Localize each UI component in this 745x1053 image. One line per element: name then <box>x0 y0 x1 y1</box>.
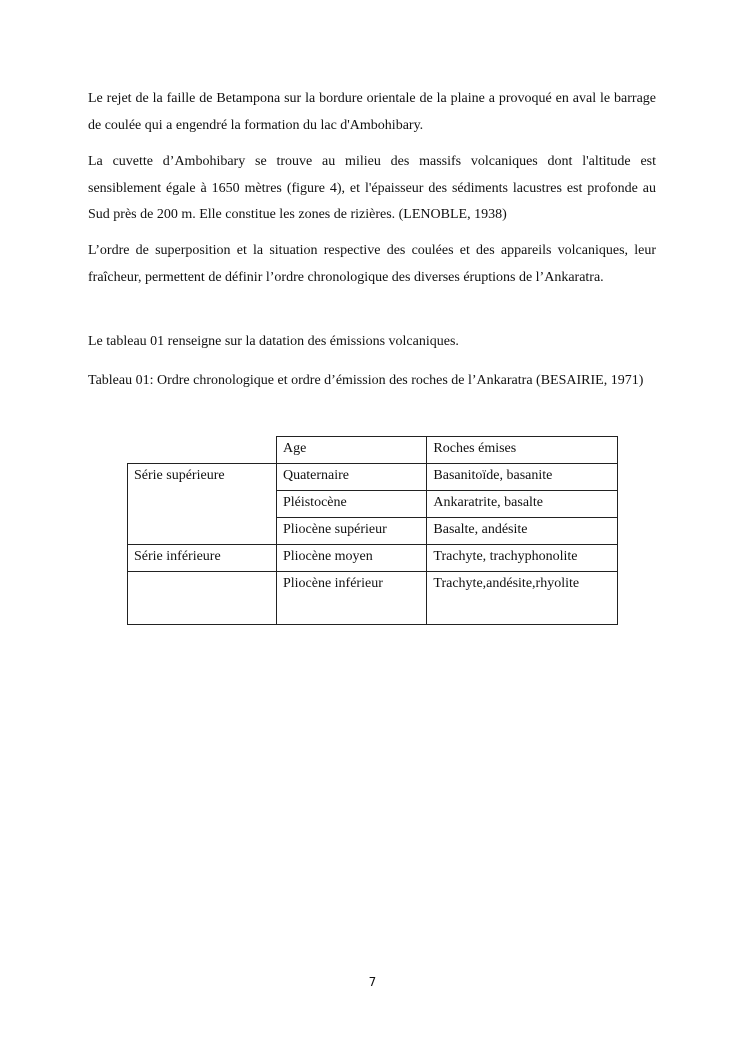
table-cell-roches: Trachyte, trachyphonolite <box>427 545 618 572</box>
table-header-cell: Roches émises <box>427 437 618 464</box>
paragraph-cuvette-ambohibary: La cuvette d’Ambohibary se trouve au milieu des massifs volcaniques dont l'altitude est sensiblement égale à 1650 mètres (figure 4), et l'épaisseur des sédiments lacustres est profonde au Sud près de 200 m. Elle constitue les zones de rizières. (LENOBLE, 1938) <box>88 154 656 222</box>
table-cell-serie <box>128 491 277 518</box>
table-cell-roches: Ankaratrite, basalte <box>427 491 618 518</box>
table-header-cell: Age <box>276 437 426 464</box>
paragraph-ordre-superposition: L’ordre de superposition et la situation respective des coulées et des appareils volcaniques, leur fraîcheur, permettent de définir l’ordre chronologique des diverses éruptions de l’Ankaratra. <box>88 243 656 285</box>
table-cell-age: Pliocène inférieur <box>276 572 426 625</box>
table-cell-age: Pliocène supérieur <box>276 518 426 545</box>
table-cell-serie: Série supérieure <box>128 464 277 491</box>
table-row <box>128 572 618 625</box>
paragraph-faille-betampona: Le rejet de la faille de Betampona sur la bordure orientale de la plaine a provoqué en aval le barrage de coulée qui a engendré la formation du lac d'Ambohibary. <box>88 91 656 133</box>
paragraph-tableau-intro: Le tableau 01 renseigne sur la datation des émissions volcaniques. <box>88 334 459 349</box>
table-header-cell <box>128 437 277 464</box>
table-cell-roches: Basalte, andésite <box>427 518 618 545</box>
table-cell-age: Quaternaire <box>276 464 426 491</box>
table-row <box>128 545 618 572</box>
table-cell-roches: Trachyte,andésite,rhyolite <box>427 572 618 625</box>
table-header-row <box>128 437 618 464</box>
table-caption: Tableau 01: Ordre chronologique et ordre d’émission des roches de l’Ankaratra (BESAIRIE, 1971) <box>88 373 644 388</box>
table-cell-serie: Série inférieure <box>128 545 277 572</box>
table-row <box>128 518 618 545</box>
chronology-table <box>127 436 618 625</box>
table-cell-serie <box>128 518 277 545</box>
table-row <box>128 464 618 491</box>
table-cell-roches: Basanitoïde, basanite <box>427 464 618 491</box>
page-number: 7 <box>368 975 377 989</box>
table-cell-age: Pléistocène <box>276 491 426 518</box>
table-cell-age: Pliocène moyen <box>276 545 426 572</box>
table-cell-serie <box>128 572 277 625</box>
table-row <box>128 491 618 518</box>
